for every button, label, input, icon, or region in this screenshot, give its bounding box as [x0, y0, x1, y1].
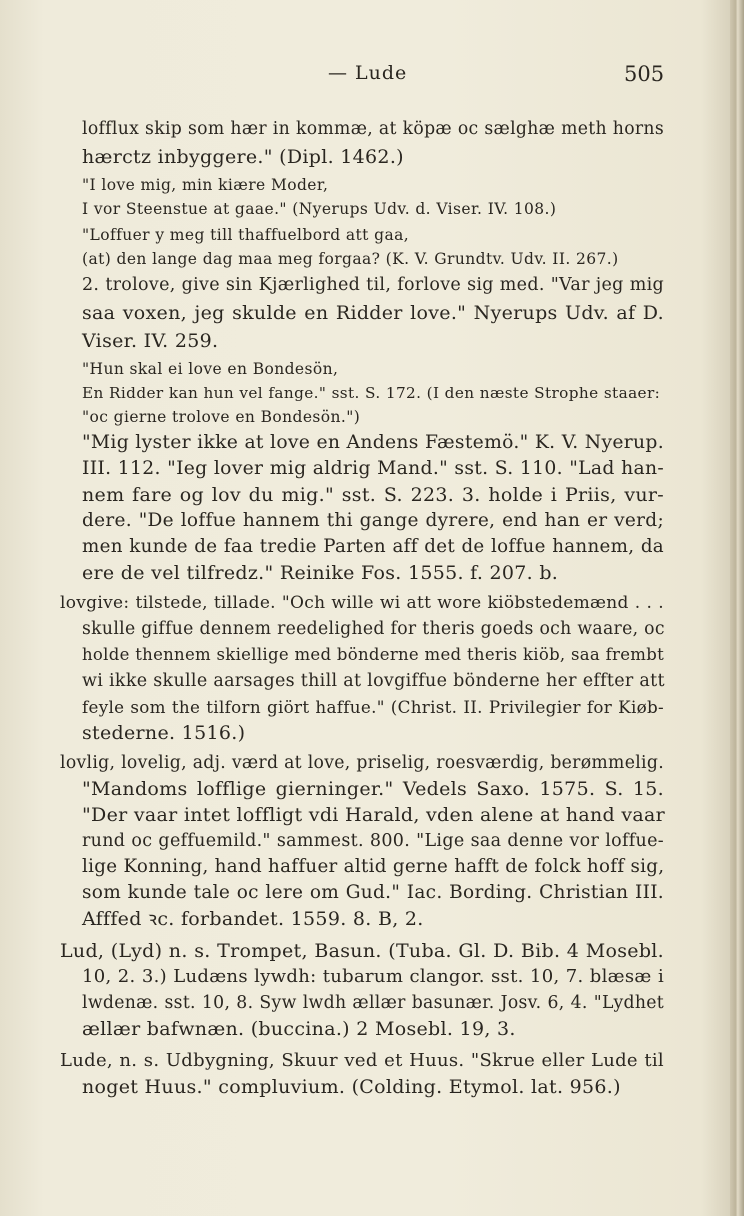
text-line: 2. trolove, give sin Kjærlighed til, forlove sig med. "Var jeg mig [82, 275, 664, 295]
text-line: "Der vaar intet loffligt vdi Harald, vden alene at hand vaar [82, 804, 665, 826]
text-line: dere. "De loffue hannem thi gange dyrere, end han er verd; [82, 510, 664, 531]
text-line: nem fare og lov du mig." sst. S. 223. 3. holde i Priis, vur- [82, 484, 664, 506]
text-line: som kunde tale oc lere om Gud." Iac. Bording. Christian III. [82, 882, 664, 903]
text-line: wi ikke skulle aarsages thill at lovgiffue bönderne her effter att [82, 671, 665, 691]
text-line: rund oc geffuemild." sammest. 800. "Lige saa denne vor loffue- [82, 831, 664, 851]
text-line: Viser. IV. 259. [82, 330, 219, 352]
quote-line: (at) den lange dag maa meg forgaa? (K. V. Grundtv. Udv. II. 267.) [82, 250, 619, 268]
text-line: noget Huus." compluvium. (Colding. Etymol. lat. 956.) [82, 1076, 621, 1098]
running-headword: — Lude [328, 62, 408, 84]
quote-line: I vor Steenstue at gaae." (Nyerups Udv. d. Viser. IV. 108.) [82, 200, 557, 218]
quote-line: "I love mig, min kiære Moder, [82, 176, 329, 194]
text-line: saa voxen, jeg skulde en Ridder love." Nyerups Udv. af D. [82, 302, 664, 324]
page-number: 505 [624, 62, 665, 86]
text-line: men kunde de faa tredie Parten aff det de loffue hannem, da [82, 536, 664, 557]
text-line: ere de vel tilfredz." Reinike Fos. 1555. f. 207. b. [82, 562, 559, 584]
quote-line: En Ridder kan hun vel fange." sst. S. 172. (I den næste Strophe staaer: [82, 384, 661, 402]
text-line: "Mandoms loffligе gierninger." Vedels Saxo. 1575. S. 15. [82, 778, 664, 800]
quote-line: "oc gierne trolove en Bondesön.") [82, 408, 361, 426]
text-line: holde thennem skiellige med bönderne med theris kiöb, saa frembt [82, 645, 665, 664]
text-line: stederne. 1516.) [82, 722, 246, 744]
entry-line: Lude, n. s. Udbygning, Skuur ved et Huus. "Skrue eller Lude til [60, 1050, 664, 1071]
text-line: feyle som the tilforn giört haffue." (Christ. II. Privilegier for Kiøb- [82, 697, 664, 717]
text-line: "Mig lyster ikke at love en Andens Fæstemö." K. V. Nyerup. [82, 432, 664, 453]
text-line: lige Konning, hand haffuer altid gerne hafft de folck hoff sig, [82, 856, 665, 877]
text-line: hærctz inbyggere." (Dipl. 1462.) [82, 146, 404, 168]
page-edge [730, 0, 744, 1216]
quote-line: "Loffuer y meg till thaffuelbord att gaa, [82, 226, 410, 244]
quote-line: "Hun skal ei love en Bondesön, [82, 360, 339, 378]
entry-line: lovgive: tilstede, tillade. "Och wille wi att wore kiöbstedemænd . . . [60, 593, 664, 613]
text-line: lofflux skip som hær in kommæ, at köpæ oc sælghæ meth horns [82, 119, 664, 139]
text-line: 10, 2. 3.) Ludæns lywdh: tubarum clangor. sst. 10, 7. blæsæ i [82, 966, 664, 987]
text-line: lwdenæ. sst. 10, 8. Syw lwdh ællær basunær. Josv. 6, 4. "Lydhet [82, 993, 664, 1013]
text-line: Afffed ꝛc. forbandet. 1559. 8. B, 2. [82, 908, 424, 930]
running-header [0, 60, 730, 90]
entry-line: Lud, (Lyd) n. s. Trompet, Basun. (Tuba. Gl. D. Bib. 4 Mosebl. [60, 940, 664, 962]
entry-line: lovlig, lovelig, adj. værd at love, priselig, roesværdig, berømmelig. [60, 753, 664, 773]
text-line: III. 112. "Ieg lover mig aldrig Mand." sst. S. 110. "Lad han- [82, 458, 664, 479]
text-line: ællær bafwnæn. (buccina.) 2 Mosebl. 19, 3. [82, 1018, 516, 1040]
text-line: skulle giffue dennem reedelighed for theris goeds och waare, oc [82, 619, 665, 639]
